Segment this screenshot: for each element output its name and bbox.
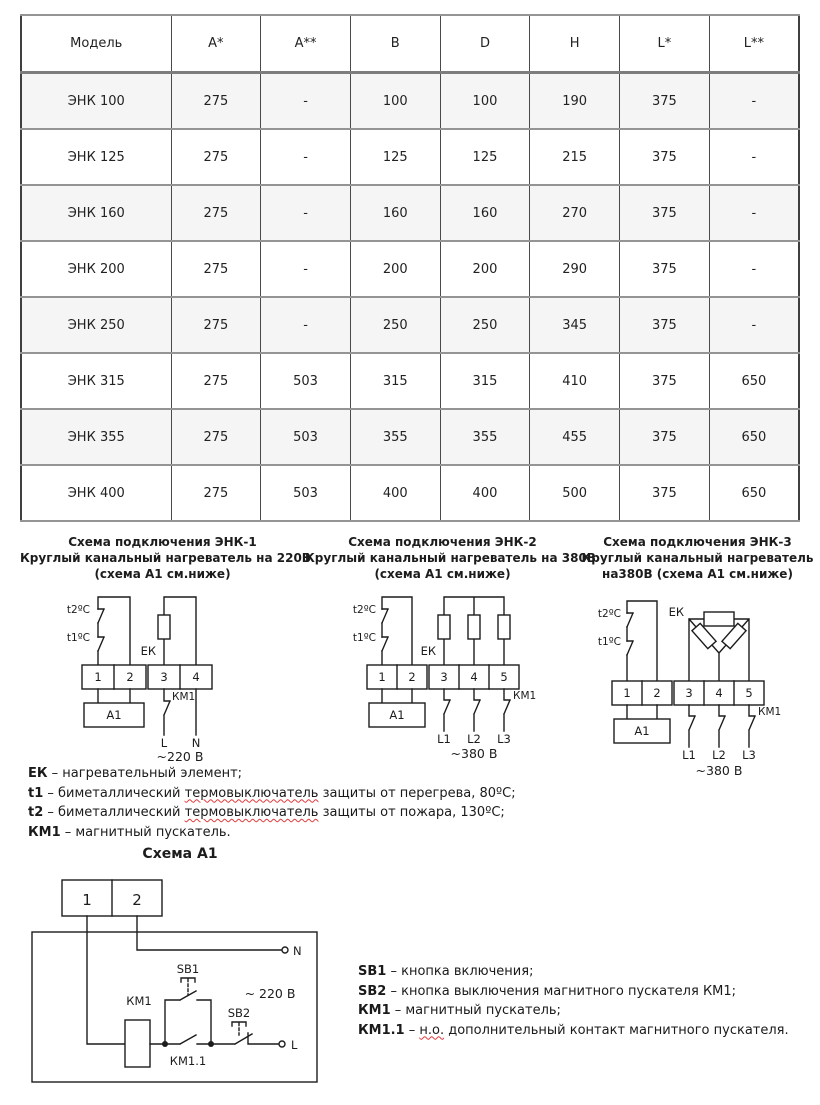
title-line: Схема подключения ЭНК-3 [603,535,792,549]
line-l2-label: L2 [467,732,481,746]
km1-label: КМ1 [172,691,196,703]
value-cell: - [709,241,799,297]
ek-label: ЕК [140,644,156,658]
value-cell: 375 [620,241,710,297]
thermal-switch-circuit [67,597,130,665]
table-row [21,185,799,241]
value-cell: - [709,73,799,130]
line-l-label: L [160,736,168,750]
value-cell: - [261,185,351,241]
component-legend [28,764,516,842]
value-cell: 160 [440,185,530,241]
value-cell: 345 [530,297,620,353]
legend-term: t1 [28,785,44,801]
line-n-label: N [191,736,201,750]
value-cell: - [709,185,799,241]
legend-item: КМ1 – магнитный пускатель. [28,824,231,840]
legend-item: t2 – биметаллический термовыключатель защиты от пожара, 130ºС; [28,805,505,820]
value-cell: 503 [261,409,351,465]
value-cell: 375 [620,73,710,130]
legend-term: КМ1 [358,1003,391,1018]
value-cell: - [261,297,351,353]
terminal-label: 4 [470,670,478,684]
line-l1-label: L1 [437,732,451,746]
legend-term: КМ1 [28,824,61,840]
a1-module [614,705,670,743]
terminal-label: 2 [126,670,134,684]
t1-label: t1ºС [598,636,621,648]
km1-coil [125,994,152,1067]
terminal-label: 3 [685,686,693,700]
l-terminal-icon [279,1041,285,1047]
terminal-label: 5 [745,686,753,700]
spec-table [20,14,800,522]
col-header-l2: L** [709,15,799,73]
terminal-label: 2 [132,891,142,909]
table-row [21,297,799,353]
t1-label: t1ºС [352,632,376,644]
line-l3-label: L3 [497,732,511,746]
value-cell: 375 [620,129,710,185]
heater-circuit [421,597,510,665]
model-cell: ЭНК 160 [21,185,171,241]
legend-term: t2 [28,805,44,820]
control-legend [358,962,789,1040]
value-cell: 275 [171,353,261,409]
model-cell: ЭНК 355 [21,409,171,465]
col-header-h: H [530,15,620,73]
terminal-label: 1 [82,891,92,909]
phase-wire [87,916,125,1044]
value-cell: 275 [171,73,261,130]
legend-text-spellcheck: термовыключатель [184,785,319,801]
value-cell: 650 [709,409,799,465]
value-cell: 275 [171,241,261,297]
t2-label: t2ºС [66,604,90,616]
value-cell: 375 [620,409,710,465]
t1-switch-icon [627,641,633,655]
table-row [21,241,799,297]
col-header-a1: A* [171,15,261,73]
value-cell: 250 [440,297,530,353]
value-cell: 375 [620,297,710,353]
legend-text: дополнительный контакт магнитного пускателя. [444,1022,789,1038]
value-cell: 315 [350,353,440,409]
legend-text: магнитный пускатель. [75,824,231,840]
value-cell: 200 [350,241,440,297]
n-label: N [293,944,302,958]
sb2-label: SB2 [227,1006,251,1020]
km1-label: КМ1 [126,994,152,1008]
table-row [21,465,799,521]
terminal-label: 4 [715,686,723,700]
table-row [21,129,799,185]
terminal-label: 1 [623,686,631,700]
km1-contact [164,689,196,735]
value-cell: 200 [440,241,530,297]
t2-switch-icon [382,609,388,623]
value-cell: - [261,241,351,297]
value-cell: 410 [530,353,620,409]
model-cell: ЭНК 250 [21,297,171,353]
table-row [21,353,799,409]
value-cell: 275 [171,465,261,521]
title-line: на380В (схема А1 см.ниже) [602,567,793,581]
line-l2-label: L2 [712,748,726,762]
terminal-label: 3 [160,670,168,684]
legend-text: кнопка выключения магнитного пускателя КМ1; [401,983,737,999]
value-cell: 400 [350,465,440,521]
value-cell: 375 [620,465,710,521]
value-cell: 275 [171,409,261,465]
terminal-label: 1 [94,670,102,684]
value-cell: 290 [530,241,620,297]
schema-a1-schematic [30,874,330,1086]
heater-element-icon [692,623,716,648]
thermal-switch-circuit [353,597,412,665]
value-cell: 455 [530,409,620,465]
col-header-model: Модель [21,15,171,73]
title-line: Круглый канальный нагреватель [581,551,814,565]
value-cell: 650 [709,465,799,521]
line-l1-label: L1 [682,748,696,762]
legend-text: биметаллический [58,805,185,820]
heater-element-icon [158,615,170,639]
terminal-strip [612,681,764,705]
legend-term: SB1 [358,964,387,979]
value-cell: 125 [350,129,440,185]
wiring-diagrams-section [20,534,815,779]
voltage-label: ~ 220 В [244,986,296,1001]
title-line: Круглый канальный нагреватель на 380В [305,551,596,565]
value-cell: 650 [709,353,799,409]
title-line: Схема подключения ЭНК-1 [68,535,257,549]
legend-text: защиты от перегрева, 80ºС; [318,785,516,801]
col-header-l1: L* [620,15,710,73]
col-header-a2: A** [261,15,351,73]
t2-label: t2ºС [352,604,376,616]
diagram-enk2-block [305,534,596,779]
model-cell: ЭНК 100 [21,73,171,130]
table-row [21,73,799,130]
value-cell: 503 [261,353,351,409]
km1-contacts [689,705,781,747]
legend-text: кнопка включения; [401,964,534,979]
heater-element-icon [438,615,450,639]
value-cell: 100 [440,73,530,130]
diagram-enk3-block [580,534,815,779]
t2-switch-icon [627,613,633,627]
value-cell: 250 [350,297,440,353]
a1-label: А1 [106,708,122,722]
table-row [21,409,799,465]
terminal-label: 2 [653,686,661,700]
heater-element-icon [498,615,510,639]
value-cell: 375 [620,353,710,409]
value-cell: 315 [440,353,530,409]
legend-text: магнитный пускатель; [405,1003,561,1018]
value-cell: 355 [440,409,530,465]
km1-contacts [444,689,536,731]
t1-label: t1ºС [66,632,90,644]
legend-text: нагревательный элемент; [62,766,243,781]
a1-label: А1 [389,708,405,722]
a1-label: А1 [634,724,650,738]
value-cell: - [261,73,351,130]
diagram-enk2-title [305,534,596,582]
legend-term: КМ1.1 [358,1022,405,1038]
a1-module [84,689,144,727]
heater-circuit [141,597,196,665]
heater-delta-circuit [669,605,749,681]
neutral-wire [137,916,282,950]
model-cell: ЭНК 315 [21,353,171,409]
title-line: Круглый канальный нагреватель на 220В [20,551,311,565]
table-header-row [21,15,799,73]
terminal-strip [82,665,212,689]
terminal-label: 3 [440,670,448,684]
model-cell: ЭНК 400 [21,465,171,521]
value-cell: 275 [171,185,261,241]
terminal-label: 5 [500,670,508,684]
km1-label: КМ1 [513,690,537,702]
value-cell: 503 [261,465,351,521]
sb2-button [211,1006,279,1044]
value-cell: 100 [350,73,440,130]
diagram-enk3-schematic [598,589,820,779]
value-cell: 500 [530,465,620,521]
l-label: L [291,1038,298,1052]
voltage-label: ~380 В [450,746,498,761]
legend-item: ЕК – нагревательный элемент; [28,766,243,781]
value-cell: 375 [620,185,710,241]
value-cell: - [709,297,799,353]
legend-item: SB1 – кнопка включения; [358,964,534,979]
terminal-label: 1 [378,670,386,684]
t1-switch-icon [382,637,388,651]
legend-item: КМ1.1 – н.о. дополнительный контакт магнитного пускателя. [358,1022,789,1038]
value-cell: 275 [171,129,261,185]
table-body [21,73,799,522]
model-cell: ЭНК 125 [21,129,171,185]
voltage-label: ~220 В [156,749,204,763]
value-cell: 275 [171,297,261,353]
legend-item: t1 – биметаллический термовыключатель защиты от перегрева, 80ºС; [28,785,516,801]
diagram-enk1-block [20,534,311,779]
diagram-enk3-title [580,534,815,582]
value-cell: 400 [440,465,530,521]
value-cell: - [261,129,351,185]
ek-label: ЕК [668,605,684,619]
terminal-label: 2 [408,670,416,684]
diagram-enk1-schematic [40,589,260,763]
title-line: (схема А1 см.ниже) [374,567,511,581]
thermal-switch-circuit [598,601,657,681]
value-cell: 125 [440,129,530,185]
col-header-b: B [350,15,440,73]
t2-label: t2ºС [598,608,621,620]
voltage-label: ~380 В [695,763,743,778]
km1-label: КМ1 [758,706,782,718]
line-l3-label: L3 [742,748,756,762]
t2-switch-icon [98,609,104,623]
legend-item: КМ1 – магнитный пускатель; [358,1003,561,1018]
legend-term: SB2 [358,983,387,999]
legend-text: защиты от пожара, 130ºС; [318,805,505,820]
col-header-d: D [440,15,530,73]
sb1-button [165,962,211,1044]
value-cell: 355 [350,409,440,465]
heater-element-icon [722,623,746,648]
km11-contact [150,1035,211,1068]
a1-terminal-block [62,880,162,916]
value-cell: - [709,129,799,185]
heater-element-icon [468,615,480,639]
diagram-enk2-schematic [347,589,582,763]
sb1-label: SB1 [176,962,200,976]
title-line: (схема А1 см.ниже) [94,567,231,581]
schema-a1-title: Схема А1 [142,846,218,862]
legend-term: ЕК [28,766,48,781]
terminal-strip [367,665,519,689]
legend-text-spellcheck: н.о. [419,1022,445,1038]
t1-switch-icon [98,637,104,651]
a1-module [369,689,425,727]
value-cell: 190 [530,73,620,130]
km11-label: КМ1.1 [169,1054,207,1068]
value-cell: 215 [530,129,620,185]
value-cell: 160 [350,185,440,241]
title-line: Схема подключения ЭНК-2 [348,535,537,549]
terminal-label: 4 [192,670,200,684]
diagram-enk1-title [20,534,311,582]
value-cell: 270 [530,185,620,241]
legend-item: SB2 – кнопка выключения магнитного пускателя КМ1; [358,983,737,999]
heater-element-icon [704,612,734,626]
legend-text-spellcheck: термовыключатель [184,805,319,820]
n-terminal-icon [282,947,288,953]
ek-label: ЕК [420,644,436,658]
legend-text: биметаллический [58,785,185,801]
model-cell: ЭНК 200 [21,241,171,297]
